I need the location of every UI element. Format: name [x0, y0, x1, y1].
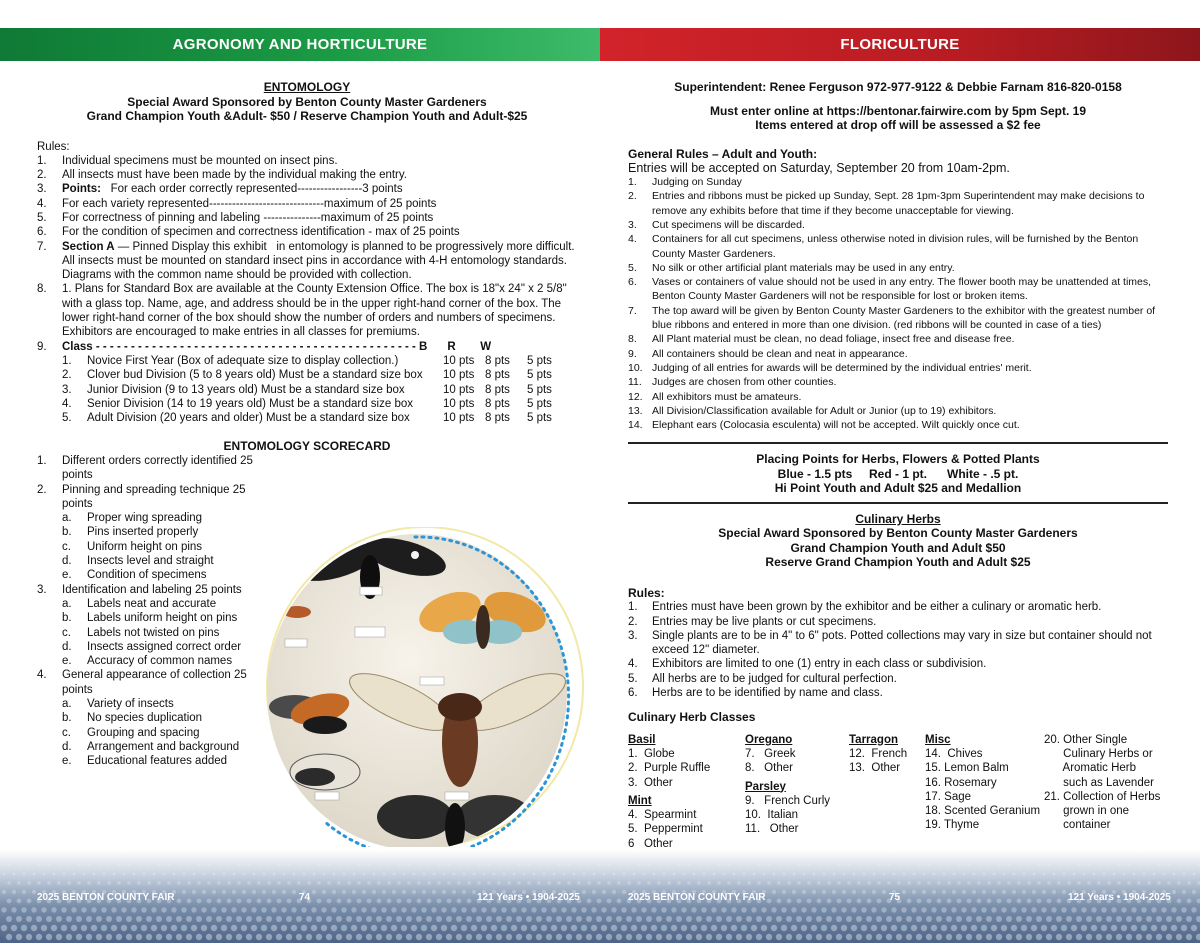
general-rule-text: No silk or other artificial plant materials may be used in any entry. [652, 261, 955, 274]
herb-class-column [849, 733, 925, 851]
class-row-white-points: 5 pts [527, 369, 552, 382]
rule-body: — Pinned Display this exhibit in entomology is planned to be progressively more difficult. All insects must be mounted on standard insect pins in accordance with 4-H entomology standards. Diagrams with the common name should be provided with collection. [62, 240, 578, 282]
scorecard-subitem [37, 640, 267, 654]
herb-class-item: 15. Lemon Balm [925, 762, 1009, 775]
scorecard-sub-letter: b. [62, 526, 72, 539]
scorecard-sub-letter: b. [62, 712, 72, 725]
rule-text [62, 225, 577, 239]
scorecard-sub-letter: a. [62, 512, 72, 525]
footer-fair-name-left: 2025 BENTON COUNTY FAIR [37, 892, 175, 903]
scorecard-subitem [37, 611, 267, 625]
scorecard-subitem [37, 654, 267, 668]
general-rule-number: 7. [628, 304, 637, 317]
scorecard-text: General appearance of collection 25 points [62, 669, 247, 696]
culinary-grand-champion: Grand Champion Youth and Adult $50 [790, 540, 1006, 555]
scorecard-sub-text: Insects assigned correct order [87, 640, 242, 653]
culinary-rule-number: 3. [628, 629, 638, 642]
rule-number: 1. [37, 154, 47, 167]
general-rule-text: Judges are chosen from other counties. [652, 376, 837, 389]
culinary-rule-text: All herbs are to be judged for cultural perfection. [652, 672, 897, 685]
herb-class-item: 9. French Curly [745, 794, 830, 807]
section-banner-floriculture: FLORICULTURE [600, 28, 1200, 61]
hi-point-award: Hi Point Youth and Adult $25 and Medallion [774, 481, 1022, 496]
general-rule-text: Vases or containers of value should not be used in any entry. The flower booth may be unattended at times, Benton County Master Gardeners will not be responsible for lost or broken items. [652, 276, 1152, 303]
scorecard-sub-letter: a. [62, 697, 72, 710]
scorecard-text: Different orders correctly identified 25 points [62, 454, 253, 482]
culinary-rule-item [628, 657, 1168, 671]
entomology-title: ENTOMOLOGY [263, 80, 351, 94]
general-rule-number: 11. [628, 376, 642, 389]
culinary-rule-item [628, 629, 1168, 658]
herb-class-item: 20. Other Single [1044, 733, 1128, 746]
herb-class-item: 7. Greek [745, 747, 796, 760]
culinary-rule-number: 1. [628, 601, 638, 614]
insect-collection-photo [265, 527, 585, 847]
rule-text [62, 182, 577, 196]
culinary-rule-text: Entries may be live plants or cut specimens. [652, 615, 877, 628]
culinary-award-sponsor: Special Award Sponsored by Benton County Master Gardeners [718, 526, 1078, 541]
rule-text [62, 197, 577, 211]
general-rules-intro: Entries will be accepted on Saturday, September 20 from 10am-2pm. [628, 160, 1010, 175]
culinary-rule-item [628, 686, 1168, 700]
class-row-number: 5. [62, 412, 72, 425]
general-rule-text: Judging of all entries for awards will be determined by the individual entries' merit. [652, 361, 1032, 374]
general-rule-text: Elephant ears (Colocasia esculenta) will not be accepted. Wilt quickly once cut. [652, 419, 1020, 432]
placing-points-title: Placing Points for Herbs, Flowers & Potted Plants [756, 452, 1040, 467]
class-row [37, 383, 577, 397]
scorecard-sub-text: Arrangement and background [87, 740, 240, 753]
general-rule-number: 13. [628, 404, 643, 417]
class-row-white-points: 5 pts [527, 412, 552, 425]
general-rule-text: Cut specimens will be discarded. [652, 218, 805, 231]
scorecard-text: Identification and labeling 25 points [62, 583, 242, 596]
class-row-white-points: 5 pts [527, 354, 552, 367]
class-row-number: 3. [62, 383, 72, 396]
scorecard-subitem [37, 568, 267, 582]
herb-class-item: 2. Purple Ruffle [628, 762, 711, 775]
class-header-row [37, 340, 577, 354]
class-header-label: Class - - - - - - - - - - - - - - - - - - - - - - - - - - - - - - - - - - - - - - - - - - - - - - B [62, 340, 428, 353]
rule-item [37, 282, 577, 339]
scorecard-item [37, 668, 267, 697]
scorecard-sub-text: Labels not twisted on pins [87, 626, 220, 639]
general-rule-item [628, 304, 1168, 333]
rule-number: 8. [37, 283, 47, 296]
culinary-rule-text: Exhibitors are limited to one (1) entry in each class or subdivision. [652, 658, 987, 671]
culinary-herb-classes-grid [628, 733, 1168, 851]
general-rule-number: 12. [628, 390, 643, 403]
culinary-classes-heading: Culinary Herb Classes [628, 710, 756, 725]
entomology-rules-list [37, 154, 577, 340]
class-row-red-points: 8 pts [485, 369, 510, 382]
scorecard-sub-text: Labels neat and accurate [87, 597, 217, 610]
general-rule-item [628, 218, 1168, 232]
rule-bold-label: Points: [62, 183, 101, 196]
class-row-blue-points: 10 pts [443, 369, 475, 382]
class-row [37, 368, 577, 382]
class-row-blue-points: 10 pts [443, 397, 475, 410]
class-row-division: Novice First Year (Box of adequate size to display collection.) [87, 354, 399, 367]
rule-item [37, 154, 577, 168]
general-rule-text: Containers for all cut specimens, unless otherwise noted in division rules, will be furnished by the Benton County Master Gardeners. [652, 233, 1139, 260]
general-rule-item [628, 347, 1168, 361]
class-row-red-points: 8 pts [485, 412, 510, 425]
culinary-rule-text: Herbs are to be identified by name and class. [652, 687, 883, 700]
culinary-rule-number: 4. [628, 658, 638, 671]
divider-top [628, 442, 1168, 444]
culinary-rule-number: 6. [628, 687, 638, 700]
culinary-herbs-title: Culinary Herbs [855, 511, 941, 526]
scorecard-sub-text: Grouping and spacing [87, 726, 200, 739]
scorecard-subitem [37, 525, 267, 539]
herb-class-item: 21. Collection of Herbs [1044, 790, 1161, 803]
rule-text [62, 240, 577, 283]
general-rule-item [628, 418, 1168, 432]
superintendent-line: Superintendent: Renee Ferguson 972-977-9122 & Debbie Farnam 816-820-0158 [674, 80, 1122, 94]
class-row-division: Senior Division (14 to 19 years old) Must be a standard size box [87, 397, 413, 410]
rule-text [62, 211, 577, 225]
footer-fair-name-right: 2025 BENTON COUNTY FAIR [628, 892, 766, 903]
class-header-w: W [480, 340, 492, 353]
general-rule-number: 10. [628, 361, 643, 374]
herb-class-item: Culinary Herbs or [1044, 747, 1153, 760]
herb-class-column [745, 733, 849, 851]
culinary-rules-list [628, 600, 1168, 700]
class-row-red-points: 8 pts [485, 354, 510, 367]
class-header-r: R [447, 340, 456, 353]
footer-dot-pattern [0, 850, 1200, 943]
scorecard-sub-letter: e. [62, 755, 72, 768]
rule-text [62, 168, 577, 182]
culinary-reserve-champion: Reserve Grand Champion Youth and Adult $25 [765, 555, 1031, 570]
herb-class-item: 16. Rosemary [925, 776, 997, 789]
scorecard-sub-letter: d. [62, 640, 72, 653]
scorecard-sub-letter: e. [62, 655, 72, 668]
scorecard-number: 4. [37, 669, 47, 682]
scorecard-subitem [37, 554, 267, 568]
rule-number: 7. [37, 240, 47, 253]
culinary-rule-text: Single plants are to be in 4" to 6" pots. Potted collections may vary in size but container should not exceed 12" diameter. [652, 629, 1152, 657]
scorecard-sub-text: No species duplication [87, 712, 203, 725]
herb-class-item: 8. Other [745, 762, 793, 775]
class-row [37, 354, 577, 368]
herb-class-item: container [1044, 819, 1111, 832]
herb-class-item: 1. Globe [628, 747, 675, 760]
general-rule-number: 6. [628, 276, 637, 289]
herb-class-item: 12. French [849, 747, 908, 760]
class-row-division: Clover bud Division (5 to 8 years old) Must be a standard size box [87, 369, 423, 382]
entomology-award-sponsor: Special Award Sponsored by Benton County Master Gardeners [127, 94, 487, 109]
class-row [37, 411, 577, 425]
general-rule-number: 8. [628, 333, 637, 346]
online-entry-deadline: Must enter online at https://bentonar.fairwire.com by 5pm Sept. 19 [709, 103, 1087, 118]
scorecard-sub-letter: c. [62, 540, 71, 553]
general-rule-text: Judging on Sunday [652, 176, 742, 189]
scorecard-sub-text: Proper wing spreading [87, 512, 203, 525]
general-rule-text: All Division/Classification available for Adult or Junior (up to 19) exhibitors. [652, 404, 997, 417]
rule-body: All insects must have been made by the individual making the entry. [62, 169, 407, 182]
culinary-rule-item [628, 672, 1168, 686]
rule-number: 5. [37, 211, 47, 224]
rule-number: 2. [37, 169, 47, 182]
scorecard-text: Pinning and spreading technique 25 points [62, 483, 246, 510]
herb-class-item: 19. Thyme [925, 819, 980, 832]
scorecard-subitem [37, 697, 267, 711]
general-rule-item [628, 275, 1168, 304]
general-rule-number: 2. [628, 190, 637, 203]
herb-class-item: 10. Italian [745, 809, 799, 822]
scorecard-item [37, 483, 267, 512]
herb-class-item: 17. Sage [925, 790, 972, 803]
rule-body: For each order correctly represented-----------------3 points [100, 183, 403, 196]
herb-class-item: 18. Scented Geranium [925, 805, 1041, 818]
class-row-white-points: 5 pts [527, 383, 552, 396]
scorecard-sub-text: Educational features added [87, 755, 228, 768]
rule-item [37, 197, 577, 211]
class-row-number: 4. [62, 397, 72, 410]
herb-class-item: 4. Spearmint [628, 809, 697, 822]
rule-item [37, 225, 577, 239]
scorecard-sub-letter: b. [62, 612, 72, 625]
class-row-blue-points: 10 pts [443, 383, 475, 396]
footer-years-right: 121 Years • 1904-2025 [1068, 892, 1171, 903]
herb-group-heading: Tarragon [849, 733, 898, 746]
scorecard-number: 3. [37, 583, 47, 596]
general-rule-item [628, 332, 1168, 346]
culinary-rule-item [628, 615, 1168, 629]
scorecard-subitem [37, 511, 267, 525]
rule-number: 4. [37, 197, 47, 210]
general-rule-item [628, 189, 1168, 218]
section-banner-agronomy: AGRONOMY AND HORTICULTURE [0, 28, 600, 61]
entomology-classes-table [37, 354, 577, 425]
herb-class-column [628, 733, 745, 851]
scorecard-item [37, 454, 267, 483]
herb-class-item: grown in one [1044, 805, 1130, 818]
herb-group-heading: Basil [628, 733, 656, 746]
rule-body: For the condition of specimen and correctness identification - max of 25 points [62, 226, 460, 239]
scorecard-subitem [37, 597, 267, 611]
scorecard-number: 2. [37, 483, 47, 496]
dropoff-fee-notice: Items entered at drop off will be assessed a $2 fee [755, 118, 1041, 132]
herb-class-column [1044, 733, 1168, 851]
culinary-rule-number: 2. [628, 615, 638, 628]
general-rule-item [628, 232, 1168, 261]
divider-bottom [628, 502, 1168, 504]
general-rule-item [628, 175, 1168, 189]
page-number-left: 74 [299, 892, 311, 903]
scorecard-sub-text: Variety of insects [87, 697, 174, 710]
rules-label: Rules: [37, 140, 70, 153]
class-row [37, 397, 577, 411]
general-rules-heading: General Rules – Adult and Youth: [628, 146, 818, 161]
class-number: 9. [37, 340, 47, 353]
rule-body: For each variety represented------------------------------maximum of 25 points [62, 197, 437, 210]
class-row-number: 1. [62, 354, 72, 367]
culinary-rule-number: 5. [628, 672, 638, 685]
scorecard-sub-letter: d. [62, 555, 72, 568]
right-page [628, 70, 1168, 851]
general-rule-item [628, 261, 1168, 275]
general-rule-number: 1. [628, 176, 637, 189]
rule-bold-label: Section A [62, 240, 115, 253]
scorecard-sub-text: Accuracy of common names [87, 655, 233, 668]
page-number-right: 75 [889, 892, 901, 903]
herb-class-column [925, 733, 1044, 851]
scorecard-subitem [37, 540, 267, 554]
herb-class-item: 13. Other [849, 762, 901, 775]
herb-class-item: 5. Peppermint [628, 823, 703, 836]
footer-years-left: 121 Years • 1904-2025 [477, 892, 580, 903]
herb-group-heading: Mint [628, 794, 652, 807]
rule-item [37, 182, 577, 196]
scorecard-sub-letter: c. [62, 626, 71, 639]
scorecard-item [37, 583, 267, 597]
rule-body: For correctness of pinning and labeling ---------------maximum of 25 points [62, 211, 434, 224]
scorecard-sub-text: Insects level and straight [87, 555, 214, 568]
culinary-rule-text: Entries must have been grown by the exhibitor and be either a culinary or aromatic herb. [652, 601, 1102, 614]
scorecard-sub-letter: c. [62, 726, 71, 739]
general-rule-item [628, 390, 1168, 404]
herb-group-heading: Oregano [745, 733, 793, 746]
rule-number: 6. [37, 226, 47, 239]
rule-item [37, 211, 577, 225]
general-rule-text: Entries and ribbons must be picked up Sunday, Sept. 28 1pm-3pm Superintendent may make decisions to remove any exhibits before that time if they become unacceptable for viewing. [652, 190, 1145, 217]
entomology-scorecard [37, 454, 267, 769]
rule-text [62, 154, 577, 168]
herb-class-item: such as Lavender [1044, 776, 1154, 789]
herb-class-item: 3. Other [628, 776, 673, 789]
herb-class-item: 11. Other [745, 823, 799, 836]
general-rule-number: 3. [628, 218, 637, 231]
class-row-number: 2. [62, 369, 72, 382]
rule-body: 1. Plans for Standard Box are available at the County Extension Office. The box is 18"x 24" x 2 5/8" with a glass top. Name, age, and address should be in the upper right-hand corner of the box. The lower right-hand corner of the box should show the number of orders and numbers of specimens. Exhibitors are encouraged to make entries in all classes for premiums. [62, 283, 570, 339]
scorecard-subitem [37, 754, 267, 768]
entomology-award-prizes: Grand Champion Youth &Adult- $50 / Reserve Champion Youth and Adult-$25 [86, 109, 528, 123]
scorecard-sub-letter: e. [62, 569, 72, 582]
general-rule-item [628, 361, 1168, 375]
scorecard-subitem [37, 711, 267, 725]
class-row-red-points: 8 pts [485, 397, 510, 410]
scorecard-sub-text: Uniform height on pins [87, 540, 203, 553]
general-rule-number: 9. [628, 347, 637, 360]
class-row-division: Junior Division (9 to 13 years old) Must be a standard size box [87, 383, 405, 396]
general-rule-text: All containers should be clean and neat in appearance. [652, 347, 908, 360]
class-row-white-points: 5 pts [527, 397, 552, 410]
general-rules-list [628, 175, 1168, 432]
class-row-blue-points: 10 pts [443, 354, 475, 367]
placing-points-values: Blue - 1.5 pts Red - 1 pt. White - .5 pt. [777, 466, 1019, 481]
general-rule-item [628, 375, 1168, 389]
general-rule-number: 4. [628, 233, 637, 246]
culinary-rules-heading: Rules: [628, 585, 665, 600]
rule-body: Individual specimens must be mounted on insect pins. [62, 154, 338, 167]
scorecard-sub-text: Labels uniform height on pins [87, 612, 238, 625]
scorecard-sub-text: Pins inserted properly [87, 526, 199, 539]
general-rule-text: The top award will be given by Benton County Master Gardeners to the exhibitor with the greatest number of blue ribbons and entered in more than one division. (red ribbons will be counted in case of a ties) [652, 304, 1156, 332]
scorecard-sub-text: Condition of specimens [87, 569, 207, 582]
class-row-blue-points: 10 pts [443, 412, 475, 425]
rule-text [62, 282, 577, 339]
scorecard-title: ENTOMOLOGY SCORECARD [223, 439, 391, 454]
scorecard-subitem [37, 626, 267, 640]
class-row-red-points: 8 pts [485, 383, 510, 396]
butterfly-dark-icon [290, 754, 360, 790]
rule-item [37, 240, 577, 283]
herb-group-heading: Misc [925, 733, 951, 746]
herb-group-heading: Parsley [745, 780, 786, 793]
scorecard-number: 1. [37, 454, 47, 467]
herb-class-item: Aromatic Herb [1044, 762, 1137, 775]
culinary-rule-item [628, 600, 1168, 614]
class-row-division: Adult Division (20 years and older) Must be a standard size box [87, 412, 410, 425]
scorecard-subitem [37, 740, 267, 754]
general-rule-text: All exhibitors must be amateurs. [652, 390, 802, 403]
herb-class-item: 14. Chives [925, 747, 983, 760]
general-rule-text: All Plant material must be clean, no dead foliage, insect free and disease free. [652, 333, 1015, 346]
rule-item [37, 168, 577, 182]
scorecard-sub-letter: d. [62, 740, 72, 753]
scorecard-subitem [37, 726, 267, 740]
general-rule-item [628, 404, 1168, 418]
scorecard-sub-letter: a. [62, 597, 72, 610]
general-rule-number: 5. [628, 261, 637, 274]
general-rule-number: 14. [628, 419, 643, 432]
herb-class-item: 6 Other [628, 837, 673, 850]
rule-number: 3. [37, 183, 47, 196]
